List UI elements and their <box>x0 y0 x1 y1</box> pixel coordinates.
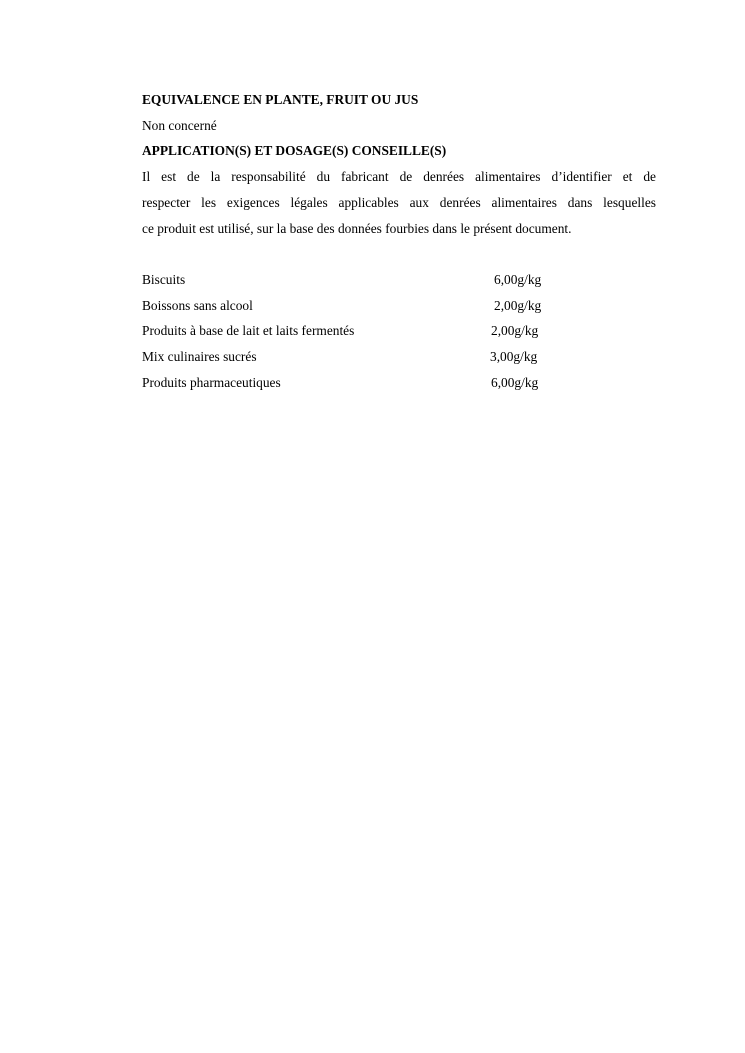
dosage-value: 2,00g/kg <box>491 323 539 339</box>
dosage-row <box>142 344 582 370</box>
equivalence-heading: EQUIVALENCE EN PLANTE, FRUIT OU JUS <box>142 92 419 107</box>
dosage-value: 2,00g/kg <box>494 297 542 313</box>
dosage-product: Biscuits <box>142 271 186 287</box>
paragraph-line: ce produit est utilisé, sur la base des données fourbies dans le présent document. <box>142 220 572 236</box>
dosage-product: Produits à base de lait et laits fermentés <box>142 323 355 339</box>
dosage-value: 3,00g/kg <box>490 348 538 364</box>
dosage-product: Boissons sans alcool <box>142 297 253 313</box>
dosage-table <box>142 267 582 395</box>
responsibility-paragraph <box>142 164 656 241</box>
dosage-product: Produits pharmaceutiques <box>142 374 281 390</box>
application-heading: APPLICATION(S) ET DOSAGE(S) CONSEILLE(S) <box>142 143 447 159</box>
paragraph-line: Il est de la responsabilité du fabricant de denrées alimentaires d’identifier et de <box>142 169 656 185</box>
dosage-value: 6,00g/kg <box>491 374 539 390</box>
dosage-row <box>142 293 582 319</box>
dosage-product: Mix culinaires sucrés <box>142 348 257 364</box>
dosage-row <box>142 267 582 293</box>
paragraph-line: respecter les exigences légales applicables aux denrées alimentaires dans lesquelles <box>142 194 656 210</box>
dosage-row <box>142 370 582 396</box>
document-page <box>142 87 656 395</box>
equivalence-value: Non concerné <box>142 117 217 133</box>
dosage-row <box>142 318 582 344</box>
dosage-value: 6,00g/kg <box>494 271 542 287</box>
